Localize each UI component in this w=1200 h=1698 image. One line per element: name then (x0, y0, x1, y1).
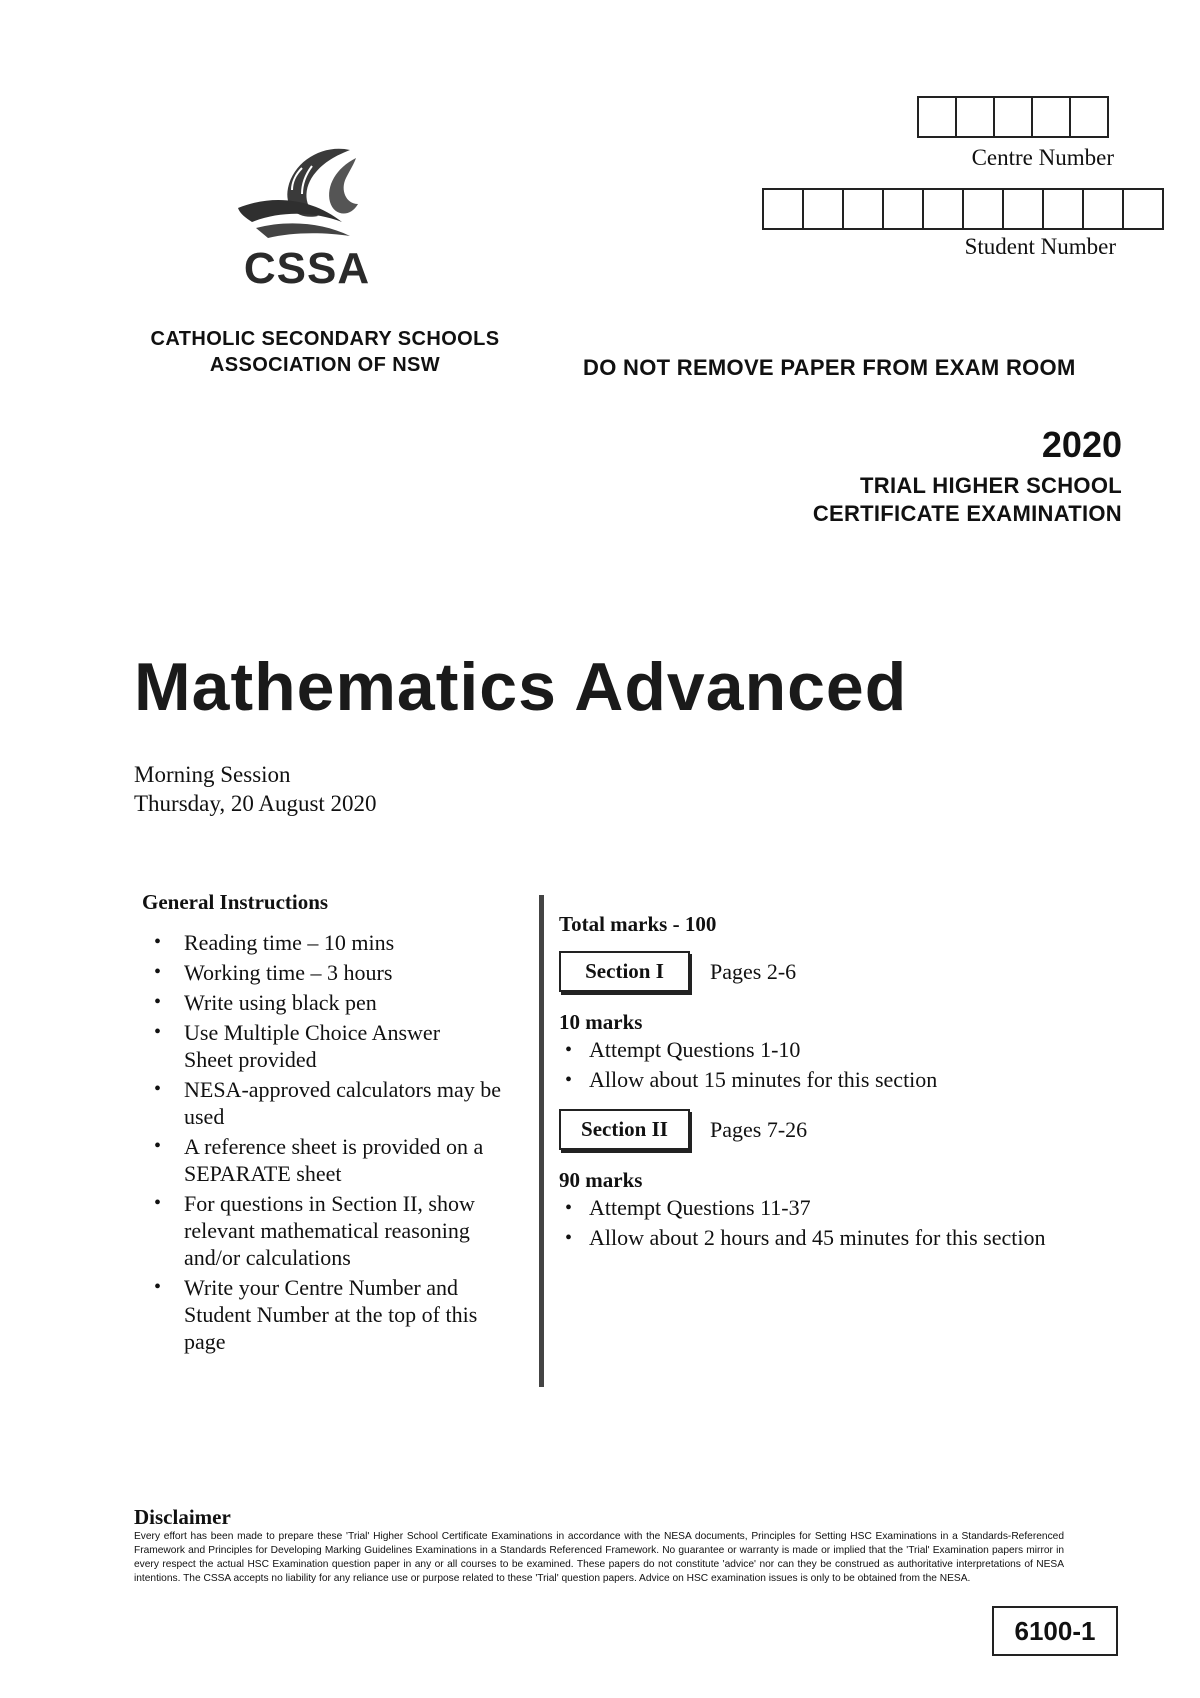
exam-session (134, 760, 377, 818)
centre-number-label: Centre Number (971, 145, 1114, 170)
cssa-logo-text: CSSA (243, 244, 371, 293)
sections-summary (559, 912, 1119, 1253)
centre-number-cell[interactable] (957, 98, 995, 136)
section2-label: Section II (559, 1109, 690, 1150)
instruction-item: • Write using black pen (142, 989, 532, 1016)
section1-pages: Pages 2-6 (710, 958, 797, 984)
student-number-cell[interactable] (804, 190, 844, 228)
exam-type-line1: TRIAL HIGHER SCHOOL (860, 473, 1122, 498)
instruction-item: • A reference sheet is provided on a SEPARATE sheet (142, 1133, 514, 1187)
organisation-name-line2: ASSOCIATION OF NSW (209, 354, 441, 376)
exam-type-line2: CERTIFICATE EXAMINATION (812, 501, 1122, 526)
organisation-name (120, 326, 530, 378)
section2-item: • Attempt Questions 11-37 (559, 1193, 1119, 1223)
section2-item: • Allow about 2 hours and 45 minutes for this section (559, 1223, 1119, 1253)
student-number-cell[interactable] (1044, 190, 1084, 228)
section1-marks: 10 marks (559, 1010, 643, 1034)
section1-list (559, 1035, 1119, 1095)
disclaimer-heading: Disclaimer (134, 1505, 231, 1529)
student-number-cell[interactable] (964, 190, 1004, 228)
student-number-cell[interactable] (1124, 190, 1164, 228)
exam-year: 2020 (1041, 424, 1122, 465)
section1-label: Section I (559, 951, 690, 992)
section2-header (559, 1109, 1119, 1150)
instruction-item: • Write your Centre Number and Student Number at the top of this page (142, 1274, 484, 1355)
instruction-item: • For questions in Section II, show relevant mathematical reasoning and/or calculations (142, 1190, 504, 1271)
student-number-boxes[interactable] (762, 188, 1164, 230)
section2-list (559, 1193, 1119, 1253)
section2-pages: Pages 7-26 (710, 1116, 808, 1142)
instruction-item: • Working time – 3 hours (142, 959, 532, 986)
instruction-item: • NESA-approved calculators may be used (142, 1076, 544, 1130)
instruction-item: • Reading time – 10 mins (142, 929, 532, 956)
centre-number-cell[interactable] (995, 98, 1033, 136)
page-title: Mathematics Advanced (134, 649, 908, 725)
student-number-cell[interactable] (884, 190, 924, 228)
exam-type (813, 472, 1122, 528)
student-number-cell[interactable] (924, 190, 964, 228)
student-number-cell[interactable] (844, 190, 884, 228)
student-number-cell[interactable] (1084, 190, 1124, 228)
centre-number-boxes[interactable] (917, 96, 1109, 138)
disclaimer-text: Every effort has been made to prepare these 'Trial' Higher School Certificate Examinations in accordance with the NESA documents, Principles for Setting HSC Examinations in a Standards-Referenced Framework and Principles for Developing Marking Guidelines Examinations in a Standards Referenced Framework. No guarantee or warranty is made or implied that the 'Trial' Examination papers mirror in every respect the actual HSC Examination question paper in any or all courses to be examined. These papers do not constitute 'advice' nor can they be construed as authoritative interpretations of NESA intentions. The CSSA accepts no liability for any reliance use or purpose related to these 'Trial' question papers. Advice on HSC examination issues is only to be obtained from the NESA. (134, 1531, 1064, 1584)
section2-marks: 90 marks (559, 1168, 643, 1192)
student-number-cell[interactable] (1004, 190, 1044, 228)
general-instructions-list (142, 929, 532, 1355)
general-instructions (142, 890, 532, 1358)
section1-header (559, 951, 1119, 992)
exam-room-warning: DO NOT REMOVE PAPER FROM EXAM ROOM (583, 355, 1076, 380)
section1-item: • Allow about 15 minutes for this section (559, 1065, 1119, 1095)
total-marks: Total marks - 100 (559, 912, 717, 936)
organisation-name-line1: CATHOLIC SECONDARY SCHOOLS (150, 328, 500, 350)
centre-number-cell[interactable] (1033, 98, 1071, 136)
section1-item: • Attempt Questions 1-10 (559, 1035, 1119, 1065)
student-number-cell[interactable] (764, 190, 804, 228)
column-divider (539, 895, 544, 1387)
centre-number-cell[interactable] (1071, 98, 1109, 136)
student-number-label: Student Number (964, 234, 1116, 259)
general-instructions-heading: General Instructions (142, 890, 329, 914)
cssa-logo (232, 138, 382, 298)
session-date: Thursday, 20 August 2020 (134, 791, 377, 816)
centre-number-cell[interactable] (919, 98, 957, 136)
instruction-item: • Use Multiple Choice Answer Sheet provided (142, 1019, 454, 1073)
session-name: Morning Session (134, 762, 291, 787)
paper-code: 6100-1 (992, 1606, 1118, 1656)
